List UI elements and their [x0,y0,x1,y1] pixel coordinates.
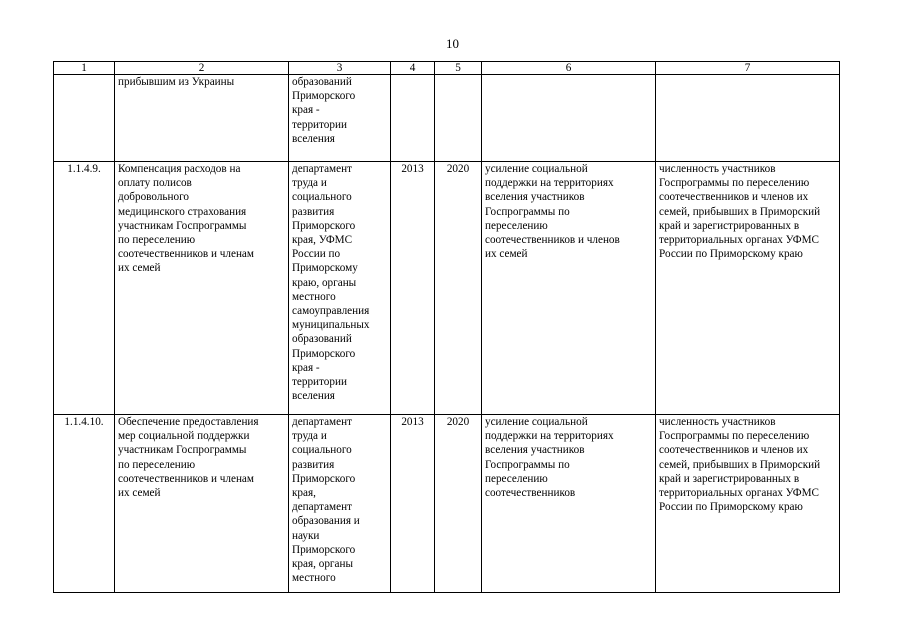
result-cell [482,75,656,162]
column-header: 1 [54,62,115,75]
row-number-cell: 1.1.4.10. [54,415,115,593]
column-header: 2 [115,62,289,75]
row-number-cell [54,75,115,162]
indicator-cell [656,75,840,162]
column-header: 3 [289,62,391,75]
column-header: 4 [391,62,435,75]
header-row [54,62,840,75]
page-number: 10 [446,36,459,51]
start-year-cell [391,75,435,162]
executor-cell: департамент труда и социального развития Приморского края, департамент образования и науки Приморского края, органы местного [289,415,391,593]
table-row [54,415,840,593]
end-year-cell: 2020 [435,415,482,593]
end-year-cell: 2020 [435,162,482,415]
measures-table [53,61,840,593]
start-year-cell: 2013 [391,162,435,415]
end-year-cell [435,75,482,162]
column-header: 5 [435,62,482,75]
result-cell: усиление социальной поддержки на территориях вселения участников Госпрограммы по переселению соотечественников и членов их семей [482,162,656,415]
measure-cell: прибывшим из Украины [115,75,289,162]
measure-cell: Компенсация расходов на оплату полисов добровольного медицинского страхования участникам Госпрограммы по переселению соотечественников и членам их семей [115,162,289,415]
column-header: 6 [482,62,656,75]
table-row [54,75,840,162]
start-year-cell: 2013 [391,415,435,593]
executor-cell: образований Приморского края - территории вселения [289,75,391,162]
result-cell: усиление социальной поддержки на территориях вселения участников Госпрограммы по переселению соотечественников [482,415,656,593]
column-header: 7 [656,62,840,75]
row-number-cell: 1.1.4.9. [54,162,115,415]
indicator-cell: численность участников Госпрограммы по переселению соотечественников и членов их семей, прибывших в Приморский край и зарегистрированных в территориальных органах УФМС России по Приморскому краю [656,162,840,415]
measure-cell: Обеспечение предоставления мер социальной поддержки участникам Госпрограммы по переселению соотечественников и членам их семей [115,415,289,593]
indicator-cell: численность участников Госпрограммы по переселению соотечественников и членов их семей, прибывших в Приморский край и зарегистрированных в территориальных органах УФМС России по Приморскому краю [656,415,840,593]
executor-cell: департамент труда и социального развития Приморского края, УФМС России по Приморскому краю, органы местного самоуправления муниципальных образований Приморского края - территории вселения [289,162,391,415]
table-row [54,162,840,415]
